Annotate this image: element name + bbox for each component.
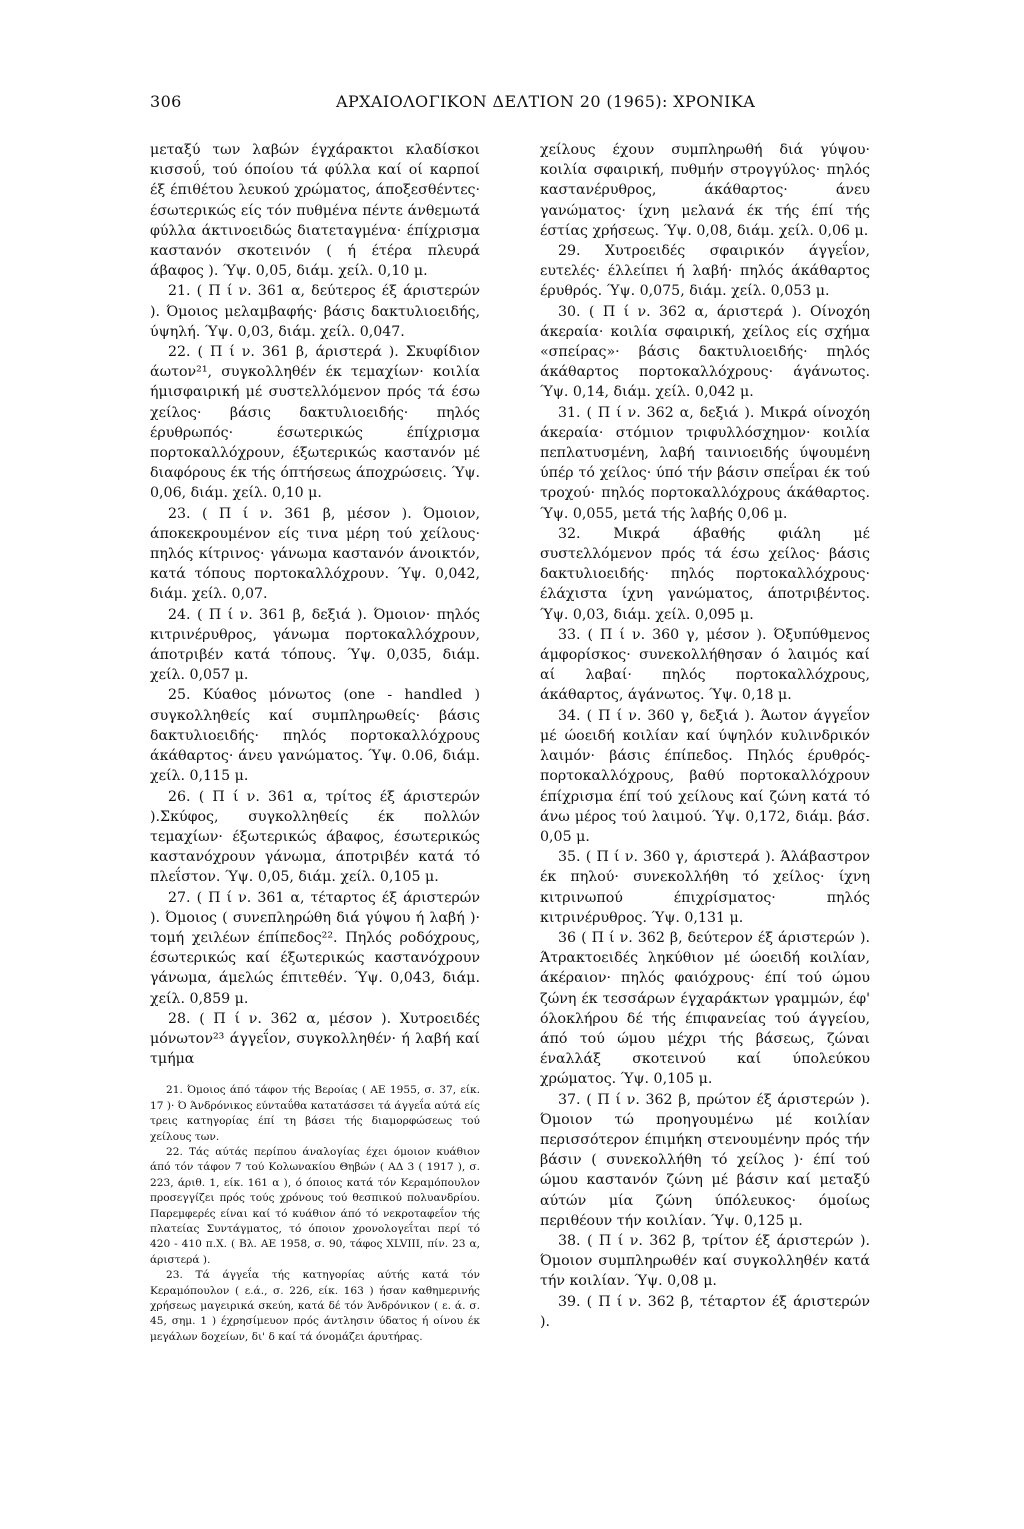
paragraph: 31. ( Π ί ν. 362 α, δεξιά ). Μικρά οίνοχόη άκεραία· στόμιον τριφυλλόσχημον· κοιλία πεπλατυσμένη, λαβή ταινιοειδής ύψουμένη ύπέρ τό χείλος· ύπό τήν βάσιν σπεΐραι έκ τού τροχού· πηλός πορτοκαλλόχρους άκάθαρτος. Ύψ. 0,055, μετά τής λαβής 0,06 μ. [540, 404, 870, 522]
paragraph: 21. ( Π ί ν. 361 α, δεύτερος έξ άριστερών ). Όμοιος μελαμβαφής· βάσις δακτυλιοειδής, ύψηλή. Ύψ. 0,03, διάμ. χείλ. 0,047. [150, 283, 480, 340]
paragraph: 39. ( Π ί ν. 362 β, τέταρτον έξ άριστερών ). [540, 1293, 870, 1330]
paragraph: 22. ( Π ί ν. 361 β, άριστερά ). Σκυφίδιον άωτον²¹, συγκολληθέν έκ τεμαχίων· κοιλία ήμισφαιρική μέ συστελλόμενον πρός τά έσω χείλος· βάσις δακτυλιοειδής· πηλός έρυθρωπός· έσωτερικώς έπίχρισμα πορτοκαλλόχρουν, έξωτερικώς καστανόν μέ διαφόρους έκ τής όπτήσεως άποχρώσεις. Ύψ. 0,06, διάμ. χείλ. 0,10 μ. [150, 344, 480, 502]
paragraph: χείλους έχουν συμπληρωθή διά γύψου· κοιλία σφαιρική, πυθμήν στρογγύλος· πηλός καστανέρυθρος, άκάθαρτος· άνευ γανώματος· ίχνη μελανά έκ τής έπί τής έστίας χρήσεως. Ύψ. 0,08, διάμ. χείλ. 0,06 μ. [540, 142, 870, 239]
footnote: 23. Τά άγγεΐα τής κατηγορίας αύτής κατά τόν Κεραμόπουλον ( ε.ά., σ. 226, είκ. 163 ) ήσαν καθημερινής χρήσεως μαγειρικά σκεύη, κατά δέ τόν Άνδρόνικον ( ε. ά. σ. 45, σημ. 1 ) έχρησίμευον πρός άντλησιν ύδατος ή οίνου έκ μεγάλων δοχείων, δι' δ καί τά όνομάζει άρυτήρας. [150, 1269, 480, 1343]
right-column [540, 140, 870, 1332]
paragraph: 34. ( Π ί ν. 360 γ, δεξιά ). Άωτον άγγεΐον μέ ώοειδή κοιλίαν καί ύψηλόν κυλινδρικόν λαιμόν· βάσις έπίπεδος. Πηλός έρυθρός-πορτοκαλλόχρους, βαθύ πορτοκαλλόχρουν έπίχρισμα έπί τού χείλους καί ζώνη κατά τό άνω μέρος τού λαιμού. Ύψ. 0,172, διάμ. βάσ. 0,05 μ. [540, 707, 870, 845]
left-column [150, 140, 480, 1345]
paragraph: 29. Χυτροειδές σφαιρικόν άγγεΐον, ευτελές· έλλείπει ή λαβή· πηλός άκάθαρτος έρυθρός. Ύψ. 0,075, διάμ. χείλ. 0,053 μ. [540, 243, 870, 300]
paragraph: 25. Κύαθος μόνωτος (one - handled ) συγκολληθείς καί συμπληρωθείς· βάσις δακτυλιοειδής· πηλός πορτοκαλλόχρους άκάθαρτος· άνευ γανώματος. Ύψ. 0.06, διάμ. χείλ. 0,115 μ. [150, 687, 480, 785]
paragraph: μεταξύ των λαβών έγχάρακτοι κλαδίσκοι κισσοΰ, τού όποίου τά φύλλα καί οί καρποί έξ έπιθέτου λευκού χρώματος, άποξεσθέντες· έσωτερικώς είς τόν πυθμένα πέντε άνθεμωτά φύλλα άκτινοειδώς διατεταγμένα· έπίχρισμα καστανόν σκοτεινόν ( ή έτέρα πλευρά άβαφος ). Ύψ. 0,05, διάμ. χείλ. 0,10 μ. [150, 142, 480, 280]
paragraph: 37. ( Π ί ν. 362 β, πρώτον έξ άριστερών ). Όμοιον τώ προηγουμένω μέ κοιλίαν περισσότερον έπιμήκη στενουμένην πρός τήν βάσιν ( συνεκολλήθη τό χείλος )· έπί τού ώμου καστανόν ζώνη μέ βάσιν καί μεταξύ αύτών μία ζώνη ύπόλευκος· όμοίως περιθέουν τήν κοιλίαν. Ύψ. 0,125 μ. [540, 1091, 870, 1229]
page-number: 306 [150, 92, 182, 111]
running-title: ΑΡΧΑΙΟΛΟΓΙΚΟΝ ΔΕΛΤΙΟΝ 20 (1965): ΧΡΟΝΙΚΑ [336, 92, 756, 111]
paragraph: 30. ( Π ί ν. 362 α, άριστερά ). Οίνοχόη άκεραία· κοιλία σφαιρική, χείλος είς σχήμα «σπείρας»· βάσις δακτυλιοειδής· πηλός άκάθαρτος πορτοκαλλόχρους· άγάνωτος. Ύψ. 0,14, διάμ. χείλ. 0,042 μ. [540, 303, 870, 401]
paragraph: 38. ( Π ί ν. 362 β, τρίτον έξ άριστερών ). Όμοιον συμπληρωθέν καί συγκολληθέν κατά τήν κοιλίαν. Ύψ. 0,08 μ. [540, 1232, 870, 1290]
paragraph: 35. ( Π ί ν. 360 γ, άριστερά ). Άλάβαστρον έκ πηλού· συνεκολλήθη τό χείλος· ίχνη κιτρινωπού έπιχρίσματος· πηλός κιτρινέρυθρος. Ύψ. 0,131 μ. [540, 849, 870, 926]
paragraph: 23. ( Π ί ν. 361 β, μέσον ). Όμοιον, άποκεκρουμένον είς τινα μέρη τού χείλους· πηλός κίτρινος· γάνωμα καστανόν άνοικτόν, κατά τόπους πορτοκαλλόχρουν. Ύψ. 0,042, διάμ. χείλ. 0,07. [150, 505, 480, 603]
paragraph: 32. Μικρά άβαθής φιάλη μέ συστελλόμενον πρός τά έσω χείλος· βάσις δακτυλιοειδής· πηλός πορτοκαλλόχρους· έλάχιστα ίχνη γανώματος, άποτριβέντος. Ύψ. 0,03, διάμ. χείλ. 0,095 μ. [540, 525, 870, 623]
paragraph: 28. ( Π ί ν. 362 α, μέσον ). Χυτροειδές μόνωτον²³ άγγεΐον, συγκολληθέν· ή λαβή καί τμήμα [150, 1010, 480, 1068]
footnote: 22. Τάς αύτάς περίπου άναλογίας έχει όμοιον κυάθιον άπό τόν τάφον 7 τού Κολωνακίου Θηβών ( ΑΔ 3 ( 1917 ), σ. 223, άριθ. 1, είκ. 161 α ), ό όποιος κατά τόν Κεραμόπουλον προσεγγίζει πρός τούς χρόνους τού θεσπικού πολυανδρίου. Παρεμφερές είναι καί τό κυάθιον άπό τό νεκροταφεΐον τής πλατείας Συντάγματος, τό όποιον χρονολογεΐται περί τό 420 - 410 π.Χ. ( Βλ. ΑΕ 1958, σ. 90, τάφος XLVIII, πίν. 23 α, άριστερά ). [150, 1145, 480, 1266]
running-header [150, 92, 890, 122]
footnotes [150, 1083, 480, 1345]
paragraph: 33. ( Π ί ν. 360 γ, μέσον ). Όξυπύθμενος άμφορίσκος· συνεκολλήθησαν ό λαιμός καί αί λαβαί· πηλός πορτοκαλλόχρους, άκάθαρτος, άγάνωτος. Ύψ. 0,18 μ. [540, 626, 870, 704]
footnote: 21. Όμοιος άπό τάφον τής Βεροίας ( ΑΕ 1955, σ. 37, είκ. 17 )· Ό Άνδρόνικος εύνταΰθα κατατάσσει τά άγγεΐα αύτά είς τρεις κατηγορίας έπί τη βάσει τής διαμορφώσεως τού χείλους των. [150, 1084, 480, 1143]
paragraph: 36 ( Π ί ν. 362 β, δεύτερον έξ άριστερών ). Άτρακτοειδές ληκύθιον μέ ώοειδή κοιλίαν, άκέραιον· πηλός φαιόχρους· έπί τού ώμου ζώνη έκ τεσσάρων έγχαράκτων γραμμών, έφ' όλοκλήρου δέ τής έπιφανείας τού άγγείου, άπό τού ώμου μέχρι τής βάσεως, ζώναι έναλλάξ σκοτεινού καί ύπολεύκου χρώματος. Ύψ. 0,105 μ. [540, 929, 870, 1088]
paragraph: 24. ( Π ί ν. 361 β, δεξιά ). Όμοιον· πηλός κιτρινέρυθρος, γάνωμα πορτοκαλλόχρουν, άποτριβέν κατά τόπους. Ύψ. 0,035, διάμ. χείλ. 0,057 μ. [150, 606, 480, 684]
paragraph: 26. ( Π ί ν. 361 α, τρίτος έξ άριστερών ).Σκύφος, συγκολληθείς έκ πολλών τεμαχίων· έξωτερικώς άβαφος, έσωτερικώς καστανόχρουν γάνωμα, άποτριβέν κατά τό πλεΐστον. Ύψ. 0,05, διάμ. χείλ. 0,105 μ. [150, 788, 480, 886]
paragraph: 27. ( Π ί ν. 361 α, τέταρτος έξ άριστερών ). Όμοιος ( συνεπληρώθη διά γύψου ή λαβή )· τομή χειλέων έπίπεδος²². Πηλός ροδόχρους, έσωτερικώς καί έξωτερικώς καστανόχρουν γάνωμα, άμελώς έπιτεθέν. Ύψ. 0,043, διάμ. χείλ. 0,859 μ. [150, 889, 480, 1007]
